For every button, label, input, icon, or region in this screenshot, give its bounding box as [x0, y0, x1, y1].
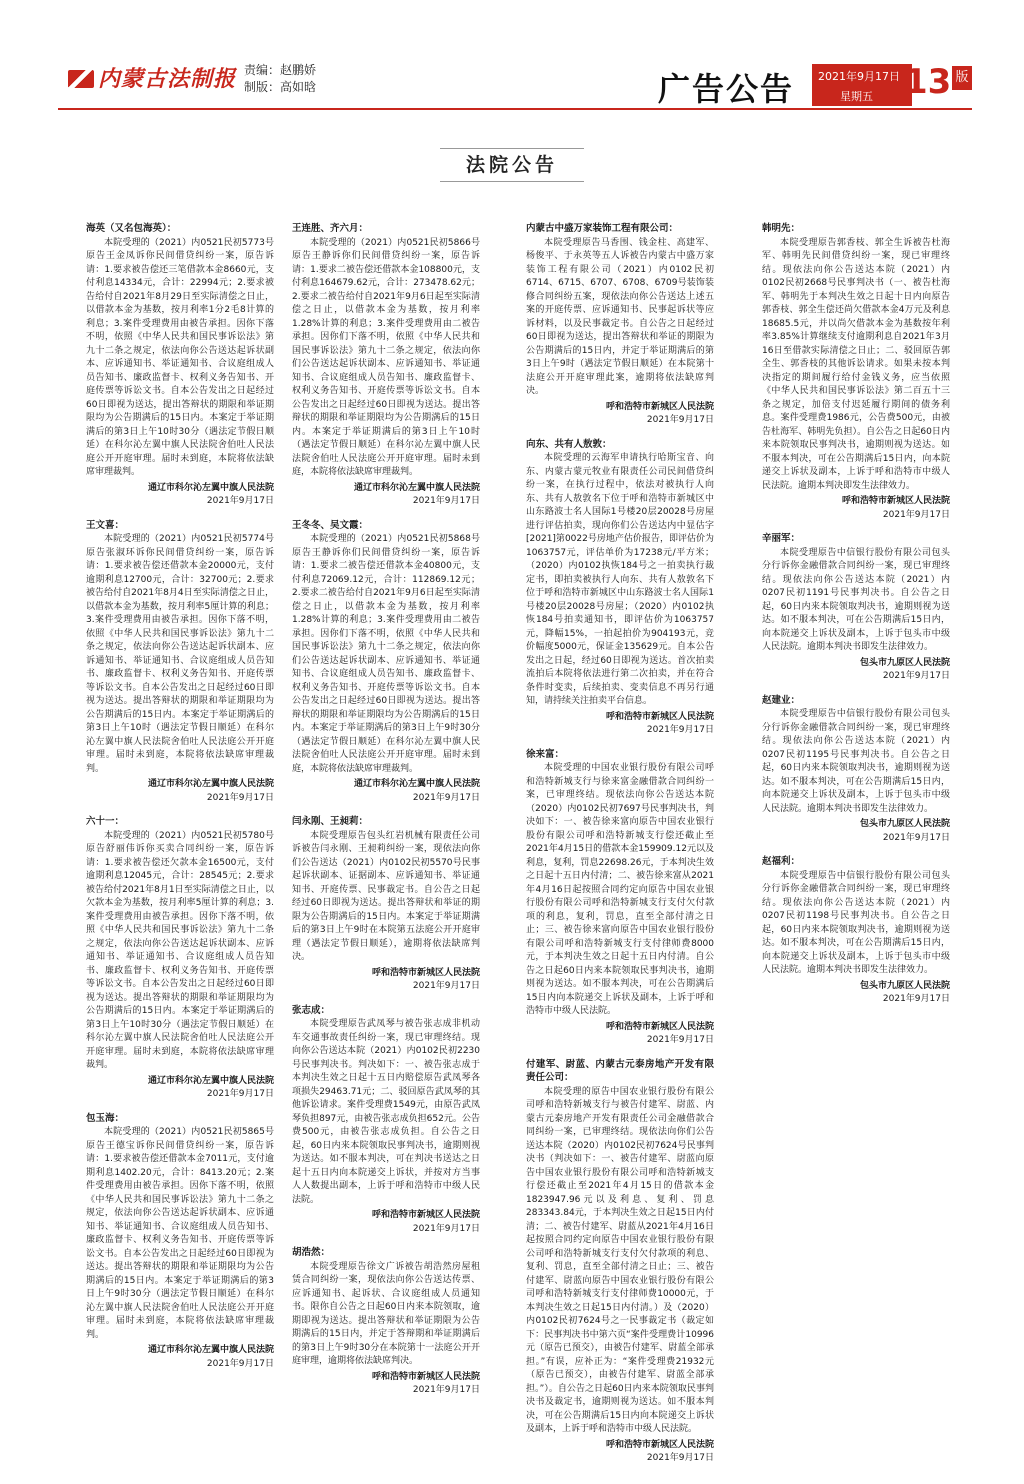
court-notice — [86, 1112, 274, 1372]
section-banner — [440, 148, 584, 182]
notice-addressee: 王连胜、齐六月： — [292, 223, 369, 234]
notice-body: 本院受理原告中信银行股份有限公司包头分行诉你金融借款合同纠纷一案，现已审理终结。现依法向你公告送达本院（2021）内0207民初1198号民事判决书。自公告之日起，60日内来本院领取判决书，逾期则视为送达。如不服本判决，可在公告期满后15日内，向本院递交上诉状及副本，上诉于包头市中级人民法院。逾期本判决书即发生法律效力。 — [762, 870, 950, 975]
notice-body: 本院受理的云海军申请执行哈斯宝音、向东、内蒙古蒙元牧业有限责任公司民间借贷纠纷一案，在执行过程中，依法对被执行人向东、共有人敖敦名下位于呼和浩特市新城区中山东路波士名人国际1号楼20层20028号房屋进行评估拍卖，现向你们公告送达内中显估字[2021]第0022号房地产估价报告，即评估价为1063757元，评估单价为17238元/平方米；（2020）内0102执恢184号之一拍卖执行裁定书，即拍卖被执行人向东、共有人敖敦名下位于呼和浩特市新城区中山东路波士名人国际1号楼20层20028号房屋；（2020）内0102执恢184号拍卖通知书，即评估价为1063757元，降幅15%，一拍起拍价为904193元，竞价幅度5000元，保证金135629元。自本公告发出之日起，经过60日即视为送达。首次拍卖流拍后本院将依法进行第二次拍卖，并在符合条件时变卖，后续拍卖、变卖信息不再另行通知，请持续关注拍卖平台信息。 — [526, 453, 714, 706]
notice-addressee: 付建军、尉蓝、内蒙古元泰房地产开发有限责任公司： — [526, 1058, 714, 1083]
notice-body: 本院受理的原告中国农业银行股份有限公司呼和浩特新城支行与被告付建军、尉蓝、内蒙古元泰房地产开发有限责任公司金融借款合同纠纷一案，已审理终结。现依法向你们公告送达本院（2020）内0102民初7624号民事判决书（判决如下：一、被告付建军、尉蓝向原告中国农业银行股份有限公司呼和浩特新城支行偿还截止至2021年4月15日的借款本金1823947.96元以及利息、复利、罚息283343.84元，于本判决生效之日起15日内付清；二、被告付建军、尉蓝从2021年4月16日起按照合同约定向原告中国农业银行股份有限公司呼和浩特新城支行支付欠付款项的利息、复利、罚息，直至全部付清之日止；三、被告付建军、尉蓝向原告中国农业银行股份有限公司呼和浩特新城支行支付律师费10000元，于本判决生效之日起15日内付清。）及（2020）内0102民初7624号之一民事裁定书（裁定如下：民事判决书中第六页“案件受理费计10996元（原告已预交），由被告付建军、尉蓝全部承担。”有误，应补正为：“案件受理费21932元（原告已预交），由被告付建军、尉蓝全部承担。”）。自公告之日起60日内来本院领取民事判决书及裁定书，逾期则视为送达。如不服本判决，可在公告期满后15日内向本院递交上诉状及副本，上诉于呼和浩特市中级人民法院。 — [526, 1086, 714, 1434]
notice-addressee: 辛丽军： — [762, 533, 801, 544]
newspaper-logo — [68, 62, 236, 93]
issue-date: 2021年9月17日 — [818, 70, 900, 83]
notice-date: 2021年9月17日 — [412, 1385, 480, 1395]
notice-date: 2021年9月17日 — [206, 1089, 274, 1099]
notice-date: 2021年9月17日 — [882, 832, 950, 843]
notice-date: 2021年9月17日 — [646, 1453, 714, 1463]
notice-addressee: 张志成： — [292, 1004, 331, 1016]
notice-body: 本院受理的（2021）内0521民初5774号原告张淑环诉你民间借贷纠纷一案，原告诉请：1.要求被告偿还借款本金20000元，支付逾期利息12700元，合计：32700元；2.要求被告给付自2021年8月4日至实际清偿之日止，以借款本金为基数，按月利率5厘计算的利息；3.案件受理费用由被告承担。因你下落不明，依照《中华人民共和国民事诉讼法》第九十二条之规定，依法向你公告送达起诉状副本、应诉通知书、举证通知书、合议庭组成人员告知书、廉政监督卡、权利义务告知书、开庭传票等诉讼文书。自本公告发出之日起经过60日即视为送达。提出答辩状的期限和举证期限均为公告期满后的15日内。本案定于举证期满后的第3日上午10时（遇法定节假日顺延）在科尔沁左翼中旗人民法院舍伯吐人民法庭公开开庭审理。届时未到庭，本院将依法缺席审理裁判。 — [86, 534, 274, 774]
notice-court: 包头市九原区人民法院 — [859, 657, 950, 668]
notice-addressee: 王文喜： — [86, 519, 125, 531]
notice-body: 本院受理原告徐文广诉被告胡浩然房屋租赁合同纠纷一案，现依法向你公告送达传票、应诉通知书、起诉状、合议庭组成人员通知书。限你自公告之日起60日内来本院领取，逾期即视为送达。提出答辩状和举证期限为公告期满后的15日内，并定于答辩期和举证期满后的第3日上午9时30分在本院第十一法庭公开开庭审理，逾期将依法缺席判决。 — [292, 1261, 480, 1366]
notice-addressee: 内蒙古中盛万家装饰工程有限公司： — [526, 223, 679, 234]
court-notice — [292, 519, 480, 806]
notice-date: 2021年9月17日 — [882, 994, 950, 1004]
court-notice — [762, 694, 950, 846]
notice-court: 通辽市科尔沁左翼中旗人民法院 — [147, 1075, 274, 1086]
notice-date: 2021年9月17日 — [412, 1223, 480, 1234]
court-notice — [86, 222, 274, 509]
court-notice — [86, 815, 274, 1102]
notice-body: 本院受理的中国农业银行股份有限公司呼和浩特新城支行与徐来富金融借款合同纠纷一案，已审理终结。现依法向你公告送达本院（2020）内0102民初7697号民事判决书，判决如下：一、被告徐来富向原告中国农业银行股份有限公司呼和浩特新城支行偿还截止至2021年4月15日的借款本金159909.12元以及利息，复利，罚息22698.26元，于本判决生效之日起十五日内付清；二、被告徐来富从2021年4月16日起按照合同约定向原告中国农业银行股份有限公司呼和浩特新城支行支付欠付款项的利息，复利，罚息，直至全部付清之日止；三、被告徐来富向原告中国农业银行股份有限公司呼和浩特新城支行支付律师费8000元，于本判决生效之日起十五日内付清。自公告之日起60日内来本院领取民事判决书，逾期则视为送达。如不服本判决，可在公告期满后15日内向本院递交上诉状及副本，上诉于呼和浩特市中级人民法院。 — [526, 763, 714, 1016]
notice-court: 呼和浩特市新城区人民法院 — [605, 401, 714, 412]
notice-body: 本院受理的（2021）内0521民初5866号原告王静诉你们民间借贷纠纷一案，原告诉请：1.要求二被告偿还借款本金108800元，支付利息164679.62元，合计：273478.62元；2.要求二被告给付自2021年9月6日起至实际清偿之日止，以借款本金为基数，按月利率1.28%计算的利息；3.案件受理费用由二被告承担。因你们下落不明，依照《中华人民共和国民事诉讼法》第九十二条之规定，依法向你们公告送达起诉状副本、应诉通知书、举证通知书、合议庭组成人员告知书、廉政监督卡、权利义务告知书、开庭传票等诉讼文书。自本公告发出之日起经过60日即视为送达。提出答辩状的期限和举证期限均为公告期满后的15日内。本案定于举证期满后的第3日上午10时（遇法定节假日顺延）在科尔沁左翼中旗人民法院舍伯吐人民法庭公开开庭审理。届时未到庭，本院将依法缺席审理裁判。 — [292, 237, 480, 477]
court-notice — [292, 1004, 480, 1237]
issue-weekday: 星期五 — [840, 90, 873, 103]
notice-addressee: 徐来富： — [526, 748, 565, 760]
notice-date: 2021年9月17日 — [882, 671, 950, 681]
column-2 — [292, 222, 480, 1408]
notice-addressee: 包玉海： — [86, 1112, 125, 1124]
court-notice — [86, 519, 274, 806]
notice-body: 本院受理的（2021）内0521民初5773号原告王金凤诉你民间借贷纠纷一案，原告诉请：1.要求被告偿还三笔借款本金8660元，支付利息14334元，合计：22994元；2.要求被告给付自2021年8月29日至实际清偿之日止，以借款本金为基数，按月利率1分2毛8计算的利息；3.案件受理费用由被告承担。因你下落不明，依照《中华人民共和国民事诉讼法》第九十二条之规定，依法向你公告送达起诉状副本、应诉通知书、举证通知书、合议庭组成人员告知书、廉政监督卡、权利义务告知书、开庭传票等诉讼文书。自本公告发出之日起经过60日即视为送达，提出答辩状的期限和举证期限均为公告期满后的15日内。本案定于举证期满后的第3日上午10时30分（遇法定节假日顺延）在科尔沁左翼中旗人民法院舍伯吐人民法庭公开开庭审理。届时未到庭，本院将依法缺席审理裁判。 — [86, 237, 274, 477]
column-1 — [86, 222, 274, 1381]
notice-body: 本院受理的（2021）内0521民初5865号原告王德宝诉你民间借贷纠纷一案，原告诉请：1.要求被告偿还借款本金7011元，支付逾期利息1402.20元，合计：8413.20元；2.案件受理费用由被告承担。因你下落不明，依照《中华人民共和国民事诉讼法》第九十二条之规定，依法向你公告送达起诉状副本、应诉通知书、举证通知书、合议庭组成人员告知书、廉政监督卡、权利义务告知书、开庭传票等诉讼文书。自本公告发出之日起经过60日即视为送达。提出答辩状的期限和举证期限均为公告期满后的15日内。本案定于举证期满后的第3日上午9时30分（遇法定节假日顺延）在科尔沁左翼中旗人民法院舍伯吐人民法庭公开开庭审理。届时未到庭，本院将依法缺席审理裁判。 — [86, 1127, 274, 1340]
notice-court: 通辽市科尔沁左翼中旗人民法院 — [353, 482, 480, 493]
notice-body: 本院受理原告马香围、钱金柱、高建军、杨俊平、于永英等五人诉被告内蒙古中盛万家装饰工程有限公司（2021）内0102民初6714、6715、6707、6708、6709号装饰装修合同纠纷五案，现依法向你公告送达上述五案的开庭传票、应诉通知书、民事起诉状等应诉材料，以及民事裁定书。自公告之日起经过60日即视为送达，提出答辩状和举证的期限为公告期满后的15日内，并定于举证期满后的第3日上午9时（遇法定节假日顺延）在本院第十法庭公开开庭审理此案，逾期将依法缺席判决。 — [526, 237, 714, 396]
notice-addressee: 海英（又名包海英）： — [86, 223, 177, 234]
notice-addressee: 韩明先： — [762, 223, 801, 234]
notice-body: 本院受理原告武凤琴与被告张志成非机动车交通事故责任纠纷一案，现已审理终结。现向你公告送达本院（2021）内0102民初2230号民事判决书。判决如下：一、被告张志成于本判决生效之日起十五日内赔偿原告武凤琴各项损失29463.71元；二、驳回原告武凤琴的其他诉讼请求。案件受理费1549元，由原告武凤琴负担897元，由被告张志成负担652元。公告费500元，由被告张志成负担。自公告之日起，60日内来本院领取民事判决书，逾期则视为送达。如不服本判决，可在判决书送达之日起十五日内向本院递交上诉状，并按对方当事人人数提出副本，上诉于呼和浩特市中级人民法院。 — [292, 1019, 480, 1205]
court-notice — [762, 532, 950, 684]
court-notice — [526, 748, 714, 1048]
notice-date: 2021年9月17日 — [412, 792, 480, 803]
column-3 — [526, 222, 714, 1476]
notice-date: 2021年9月17日 — [646, 1035, 714, 1045]
notice-addressee: 赵福利： — [762, 856, 801, 867]
court-notice — [526, 438, 714, 738]
notice-court: 呼和浩特市新城区人民法院 — [841, 496, 950, 506]
notice-body: 本院受理的（2021）内0521民初5868号原告王静诉你们民间借贷纠纷一案，原告诉请：1.要求二被告偿还借款本金40800元，支付利息72069.12元，合计：112869.12元；2.要求二被告给付自2021年9月6日起至实际清偿之日止，以借款本金为基数，按月利率1.28%计算的利息；3.案件受理费用由二被告承担。因你们下落不明，依照《中华人民共和国民事诉讼法》第九十二条之规定，依法向你们公告送达起诉状副本、应诉通知书、举证通知书、合议庭组成人员告知书、廉政监督卡、权利义务告知书、开庭传票等诉讼文书。自本公告发出之日起经过60日即视为送达。提出答辩状的期限和举证期限均为公告期满后的15日内。本案定于举证期满后的第3日上午9时30分（遇法定节假日顺延）在科尔沁左翼中旗人民法院舍伯吐人民法庭公开开庭审理。届时未到庭，本院将依法缺席审理裁判。 — [292, 534, 480, 774]
notice-court: 通辽市科尔沁左翼中旗人民法院 — [353, 779, 480, 789]
court-notice — [762, 855, 950, 1007]
notice-court: 包头市九原区人民法院 — [859, 980, 950, 991]
notice-addressee: 王冬冬、吴文霞： — [292, 519, 369, 531]
notice-date: 2021年9月17日 — [412, 496, 480, 506]
notice-body: 本院受理的（2021）内0521民初5780号原告舒丽伟诉你买卖合同纠纷一案，原告诉请：1.要求被告偿还欠款本金16500元，支付逾期利息12045元，合计：28545元；2.要求被告给付2021年8月1日至实际清偿之日止，以欠款本金为基数，按月利率5厘计算的利息；3.案件受理费用由被告承担。因你下落不明，依照《中华人民共和国民事诉讼法》第九十二条之规定，依法向你公告送达起诉状副本、应诉通知书、举证通知书、合议庭组成人员告知书、廉政监督卡、权利义务告知书、开庭传票等诉讼文书。自本公告发出之日起经过60日即视为送达。提出答辩状的期限和举证期限均为公告期满后的15日内。本案定于举证期满后的第3日上午10时30分（遇法定节假日顺延）在科尔沁左翼中旗人民法院舍伯吐人民法庭公开开庭审理。届时未到庭，本院将依法缺席审理裁判。 — [86, 830, 274, 1070]
editor-line: 责编：赵鹏娇 — [244, 63, 317, 77]
page-number: 13 — [904, 62, 952, 102]
notice-addressee: 闫永刚、王昶莉： — [292, 816, 369, 827]
notice-date: 2021年9月17日 — [882, 509, 950, 520]
edition-tag: 版 — [952, 66, 972, 90]
logo-emblem-icon — [68, 70, 94, 88]
notice-body: 本院受理原告中信银行股份有限公司包头分行诉你金融借款合同纠纷一案，现已审理终结。现依法向你公告送达本院（2021）内0207民初1195号民事判决书。自公告之日起，60日内来本院领取判决书，逾期则视为送达。如不服本判决，可在公告期满后15日内，向本院递交上诉状及副本，上诉于包头市中级人民法院。逾期本判决书即发生法律效力。 — [762, 709, 950, 814]
notice-court: 呼和浩特市新城区人民法院 — [605, 1021, 714, 1032]
notice-date: 2021年9月17日 — [646, 725, 714, 735]
notice-date: 2021年9月17日 — [412, 981, 480, 991]
notice-date: 2021年9月17日 — [206, 792, 274, 803]
notice-date: 2021年9月17日 — [646, 415, 714, 425]
notice-court: 包头市九原区人民法院 — [859, 819, 950, 829]
date-box — [812, 64, 912, 106]
notice-addressee: 胡浩然： — [292, 1247, 331, 1258]
producer-line: 制版：高如晗 — [244, 80, 317, 94]
notice-body: 本院受理原告中信银行股份有限公司包头分行诉你金融借款合同纠纷一案，现已审理终结。现依法向你公告送达本院（2021）内0207民初1191号民事判决书。自公告之日起，60日内来本院领取判决书，逾期则视为送达。如不服本判决，可在公告期满后15日内，向本院递交上诉状及副本，上诉于包头市中级人民法院。逾期本判决书即发生法律效力。 — [762, 547, 950, 652]
masthead — [58, 56, 972, 110]
notice-court: 呼和浩特市新城区人民法院 — [605, 1439, 714, 1450]
notice-court: 通辽市科尔沁左翼中旗人民法院 — [147, 779, 274, 789]
editor-credits — [244, 62, 316, 96]
notice-addressee: 赵建业： — [762, 694, 801, 706]
notice-date: 2021年9月17日 — [206, 1358, 274, 1369]
notice-body: 本院受理原告包头红岩机械有限责任公司诉被告闫永刚、王昶莉纠纷一案，现依法向你们公告送达（2021）内0102民初5570号民事起诉状副本、证据副本、应诉通知书、举证通知书、开庭传票、民事裁定书。自公告之日起经过60日即视为送达。提出答辩状和举证的期限为公告期满后的15日内。本案定于举证期满后的第3日上午9时在本院第五法庭公开开庭审理（遇法定节假日顺延），逾期将依法缺席判决。 — [292, 830, 480, 962]
notice-date: 2021年9月17日 — [206, 496, 274, 506]
notice-addressee: 向东、共有人敖敦： — [526, 438, 612, 450]
notice-court: 呼和浩特市新城区人民法院 — [371, 967, 480, 978]
notice-addressee: 六十一： — [86, 816, 125, 827]
court-notice — [292, 1246, 480, 1398]
notice-court: 通辽市科尔沁左翼中旗人民法院 — [147, 482, 274, 493]
notice-court: 呼和浩特市新城区人民法院 — [371, 1210, 480, 1220]
notice-body: 本院受理原告郭香枝、郭全生诉被告杜海军、韩明先民间借贷纠纷一案，现已审理终结。现依法向你公告送达本院（2021）内0102民初2668号民事判决书（一、被告杜海军、韩明先于本判决生效之日起十日内向原告郭香枝、郭全生偿还尚欠借款本金4万元及利息18685.5元，并以尚欠借款本金为基数按年利率3.85%计算继续支付逾期利息自2021年3月16日至借款实际清偿之日止；二、驳回原告郭全生、郭香枝的其他诉讼请求。如果未按本判决指定的期间履行给付金钱义务，应当依照《中华人民共和国民事诉讼法》第二百五十三条之规定，加倍支付迟延履行期间的债务利息。案件受理费1986元，公告费500元，由被告杜海军、韩明先负担）。自公告之日起60日内来本院领取民事判决书，逾期则视为送达。如不服本判决，可在公告期满后15日内，向本院递交上诉状及副本，上诉于呼和浩特市中级人民法院。逾期本判决即发生法律效力。 — [762, 237, 950, 491]
notice-court: 通辽市科尔沁左翼中旗人民法院 — [147, 1345, 274, 1355]
header-rule — [58, 108, 972, 110]
banner-title: 法院公告 — [465, 154, 558, 176]
court-notice — [762, 222, 950, 522]
column-4 — [762, 222, 950, 1017]
notice-court: 呼和浩特市新城区人民法院 — [605, 711, 714, 722]
court-notice — [526, 222, 714, 428]
logo-text: 内蒙古法制报 — [98, 66, 237, 92]
court-notice — [292, 815, 480, 994]
notice-court: 呼和浩特市新城区人民法院 — [371, 1371, 480, 1382]
court-notice — [292, 222, 480, 509]
court-notice — [526, 1058, 714, 1466]
section-title: 广告公告 — [658, 70, 795, 108]
